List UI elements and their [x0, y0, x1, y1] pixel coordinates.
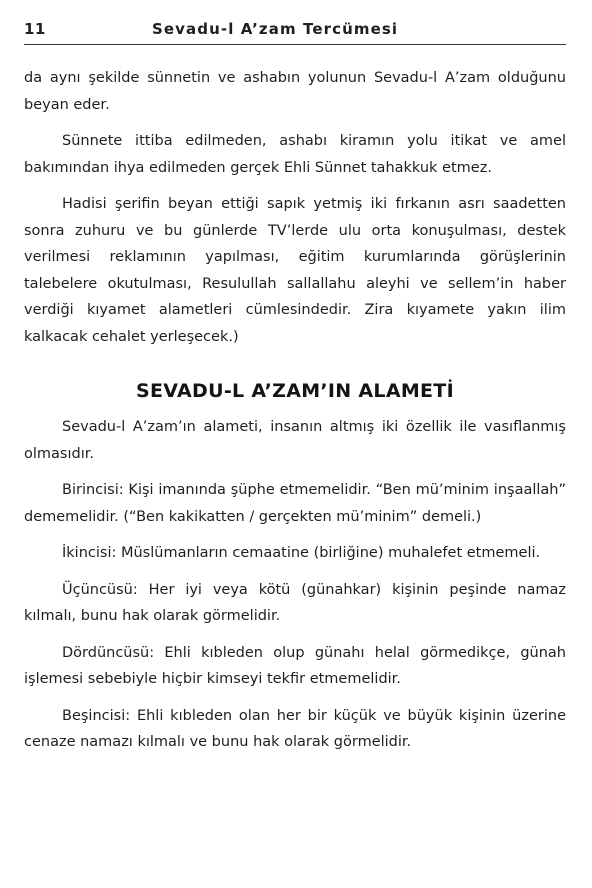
section-heading: SEVADU-L A’ZAM’IN ALAMETİ: [136, 380, 454, 402]
body-text: [24, 65, 566, 756]
book-page: [24, 0, 566, 766]
list-item-paragraph: Üçüncüsü: Her iyi veya kötü (günahkar) kişinin peşinde namaz kılmalı, bunu hak olarak görmelidir.: [24, 581, 566, 624]
paragraph: Sünnete ittiba edilmeden, ashabı kiramın yolu itikat ve amel bakımından ihya edilmeden gerçek Ehli Sünnet tahakkuk etmez.: [24, 133, 566, 176]
list-item-paragraph: Dördüncüsü: Ehli kıbleden olup günahı helal görmedikçe, günah işlemesi sebebiyle hiçbir kimseyi tekfir etmemelidir.: [24, 644, 566, 687]
page-number: 11: [24, 20, 46, 38]
paragraph: Sevadu-l A’zam’ın alameti, insanın altmış iki özellik ile vasıflanmış olmasıdır.: [24, 419, 566, 462]
list-item-paragraph: Beşincisi: Ehli kıbleden olan her bir küçük ve büyük kişinin üzerine cenaze namazı kılmalı ve bunu hak olarak görmelidir.: [24, 707, 566, 750]
running-header: [24, 0, 566, 45]
list-item-paragraph: İkincisi: Müslümanların cemaatine (birliğine) muhalefet etmemeli.: [62, 545, 541, 561]
list-item-paragraph: Birincisi: Kişi imanında şüphe etmemelidir. “Ben mü’minim inşaallah” dememelidir. (“Ben kakikatten / gerçekten mü’minim” demeli.): [24, 482, 566, 525]
paragraph: Hadisi şerifin beyan ettiği sapık yetmiş iki fırkanın asrı saadetten sonra zuhuru ve bu günlerde TV’lerde ulu orta konuşulması, destek verilmesi reklamının yapılması, eğitim kurumlarında görüşlerinin talebelere okutulması, Resulullah sallallahu aleyhi ve sellem’in haber verdiği kıyamet alametleri cümlesindedir. Zira kıyamete yakın ilim kalkacak cehalet yerleşecek.): [24, 196, 566, 345]
paragraph-continuation: da aynı şekilde sünnetin ve ashabın yolunun Sevadu-l A’zam olduğunu beyan eder.: [24, 70, 566, 113]
book-title: Sevadu-l A’zam Tercümesi: [152, 20, 399, 38]
